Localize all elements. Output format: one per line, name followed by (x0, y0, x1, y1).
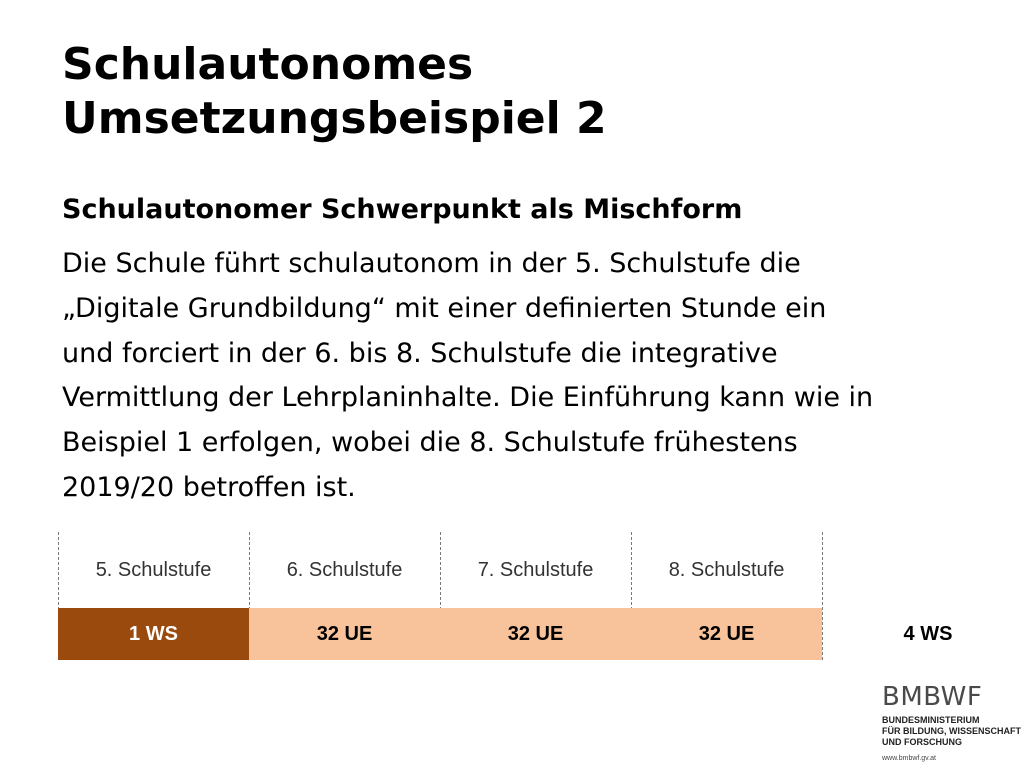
schedule-header-grade-5: 5. Schulstufe (95, 558, 212, 581)
body-line-2: „Digitale Grundbildung“ mit einer definierten Stunde ein (62, 292, 827, 324)
body-line-1: Die Schule führt schulautonom in der 5. Schulstufe die (62, 248, 801, 279)
logo-url: www.bmbwf.gv.at (882, 755, 936, 762)
schedule-value-grade-6: 32 UE (249, 608, 440, 660)
schedule-column-grade-5 (58, 532, 249, 660)
logo-line-3: UND FORSCHUNG (882, 737, 962, 747)
body-line-6: 2019/20 betroffen ist. (62, 471, 356, 503)
logo-line-2: FÜR BILDUNG, WISSENSCHAFT (882, 726, 1021, 736)
schedule-table (58, 532, 998, 662)
slide-subtitle: Schulautonomer Schwerpunkt als Mischform (62, 194, 743, 225)
logo-name: BMBWF (882, 682, 983, 712)
slide-title-line-2: Umsetzungsbeispiel 2 (62, 93, 607, 144)
slide-title-line-1: Schulautonomes (62, 39, 474, 90)
schedule-total: 4 WS (903, 622, 953, 645)
body-line-5: Beispiel 1 erfolgen, wobei die 8. Schulstufe frühestens (62, 427, 798, 459)
schedule-header-grade-6: 6. Schulstufe (286, 558, 403, 581)
slide-title (62, 38, 962, 146)
logo-line-1: BUNDESMINISTERIUM (882, 715, 980, 725)
schedule-value-grade-8: 32 UE (631, 608, 822, 660)
schedule-column-grade-8 (631, 532, 822, 660)
schedule-header-grade-8: 8. Schulstufe (668, 558, 785, 581)
body-line-4: Vermittlung der Lehrplaninhalte. Die Einführung kann wie in (62, 382, 874, 414)
bmbwf-logo (882, 682, 1021, 762)
body-line-3: und forciert in der 6. bis 8. Schulstufe die integrative (62, 337, 778, 369)
schedule-column-grade-7 (440, 532, 631, 660)
schedule-value-grade-7: 32 UE (440, 608, 631, 660)
schedule-header-grade-7: 7. Schulstufe (477, 558, 594, 581)
slide-body-text (62, 242, 982, 511)
schedule-column-grade-6 (249, 532, 440, 660)
schedule-value-grade-5: 1 WS (58, 608, 249, 660)
